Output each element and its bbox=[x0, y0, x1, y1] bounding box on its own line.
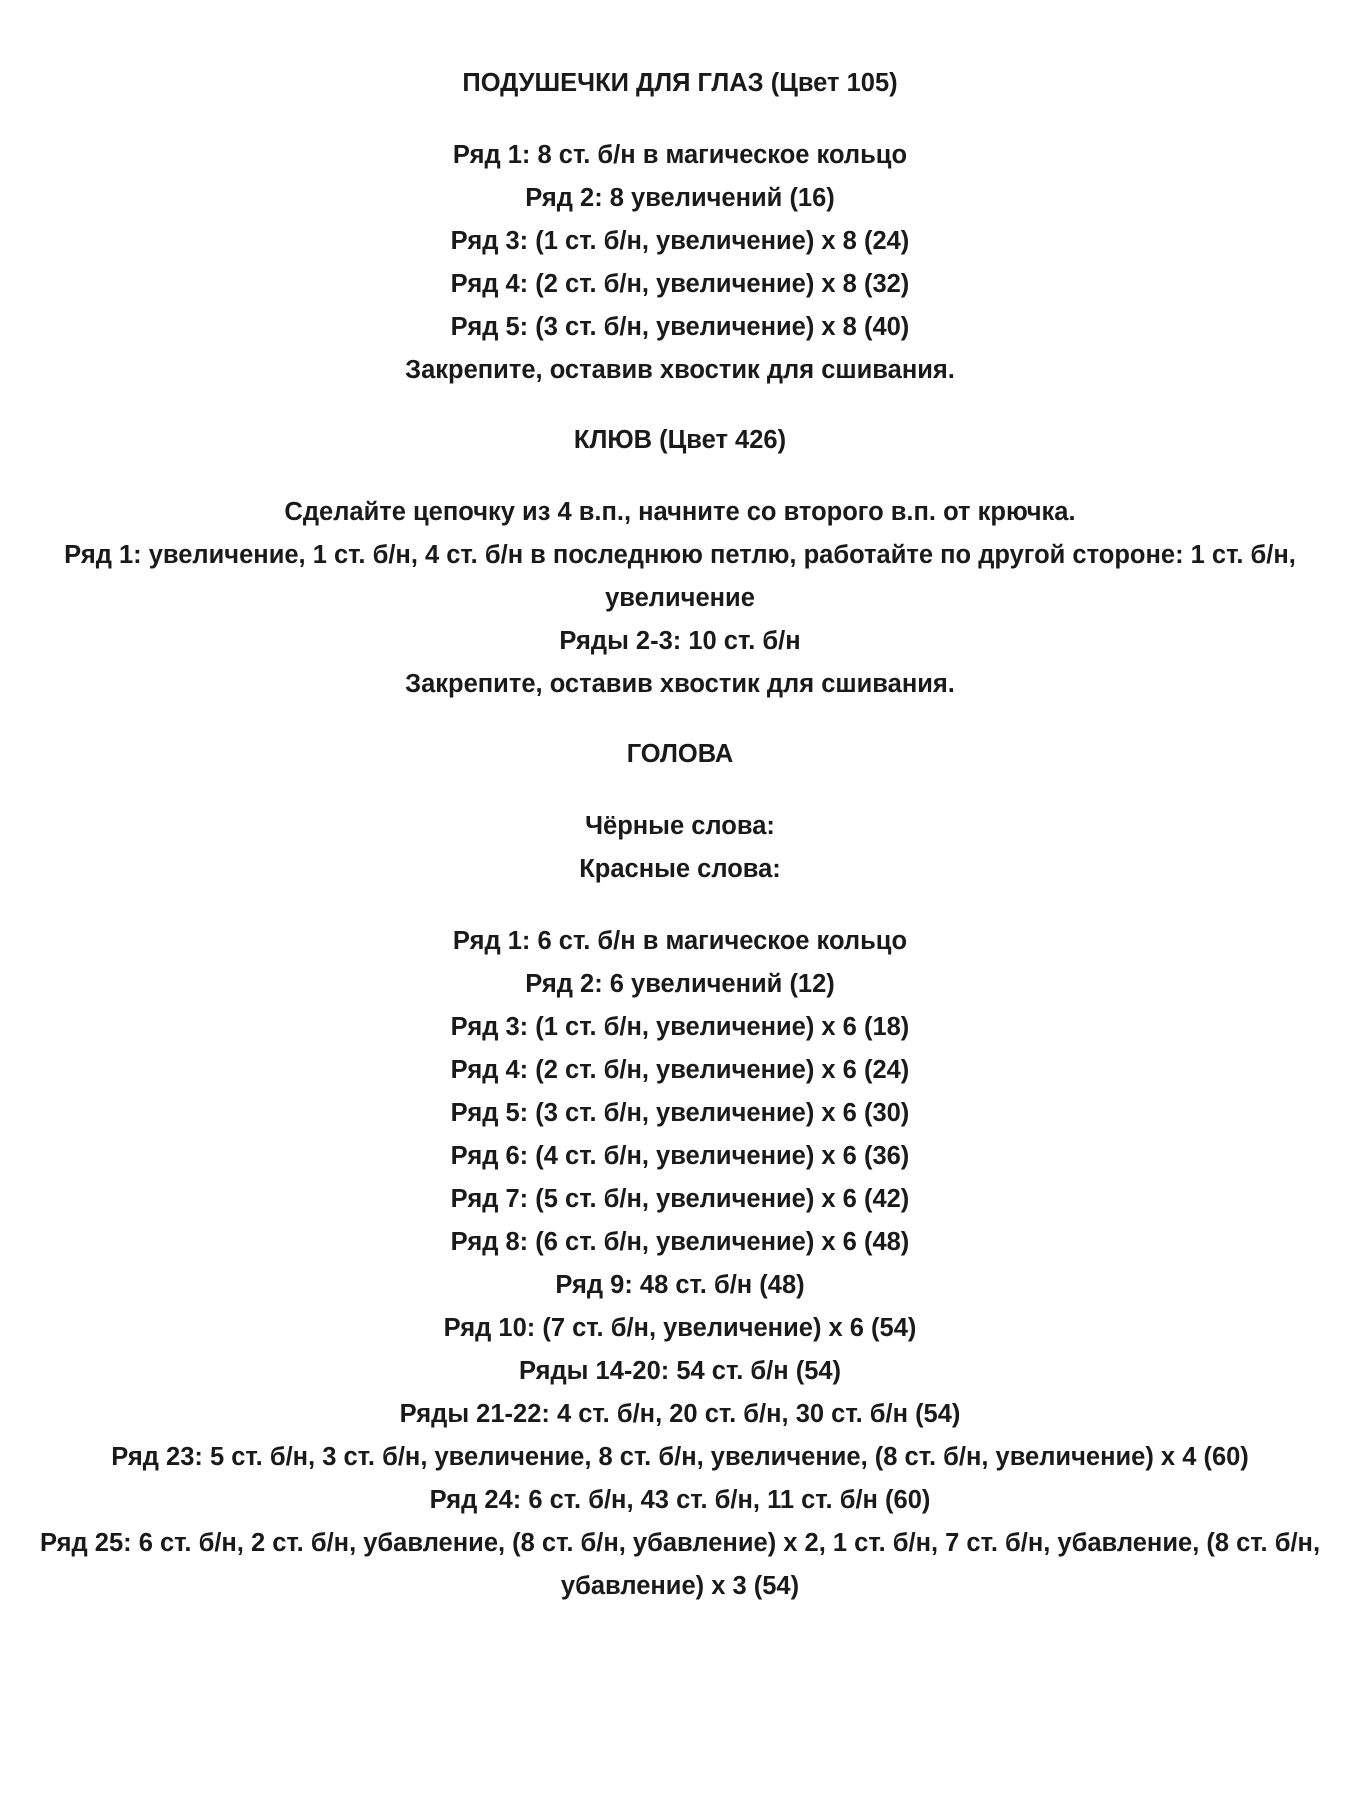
head-row: Ряд 24: 6 ст. б/н, 43 ст. б/н, 11 ст. б/н (60) bbox=[429, 1486, 931, 1514]
head-row: Ряд 7: (5 ст. б/н, увеличение) х 6 (42) bbox=[450, 1185, 910, 1213]
eye-pads-row: Ряд 4: (2 ст. б/н, увеличение) х 8 (32) bbox=[450, 270, 910, 298]
head-row: Ряд 25: 6 ст. б/н, 2 ст. б/н, убавление, (8 ст. б/н, убавление) х 2, 1 ст. б/н, 7 ст. б/н, убавление, (8 ст. б/н, убавление) х 3 (54) bbox=[39, 1529, 1321, 1600]
beak-finish: Закрепите, оставив хвостик для сшивания. bbox=[405, 670, 955, 698]
eye-pads-row: Ряд 1: 8 ст. б/н в магическое кольцо bbox=[452, 141, 908, 169]
spacer bbox=[30, 706, 1330, 733]
head-row: Ряды 14-20: 54 ст. б/н (54) bbox=[518, 1357, 842, 1385]
head-row: Ряд 4: (2 ст. б/н, увеличение) х 6 (24) bbox=[450, 1056, 910, 1084]
eye-pads-row: Ряд 5: (3 ст. б/н, увеличение) х 8 (40) bbox=[450, 313, 910, 341]
head-row: Ряд 5: (3 ст. б/н, увеличение) х 6 (30) bbox=[450, 1099, 910, 1127]
spacer bbox=[30, 891, 1330, 920]
head-row: Ряд 8: (6 ст. б/н, увеличение) х 6 (48) bbox=[450, 1228, 910, 1256]
legend-black-words: Чёрные слова: bbox=[585, 812, 775, 840]
legend-red-words: Красные слова: bbox=[579, 855, 781, 883]
eye-pads-row: Ряд 2: 8 увеличений (16) bbox=[525, 184, 835, 212]
head-row: Ряд 23: 5 ст. б/н, 3 ст. б/н, увеличение, 8 ст. б/н, увеличение, (8 ст. б/н, увеличение) х 4 (60) bbox=[111, 1443, 1249, 1471]
spacer bbox=[30, 392, 1330, 419]
spacer bbox=[30, 776, 1330, 805]
head-row: Ряд 1: 6 ст. б/н в магическое кольцо bbox=[452, 927, 908, 955]
head-row: Ряд 3: (1 ст. б/н, увеличение) х 6 (18) bbox=[450, 1013, 910, 1041]
beak-row: Ряды 2-3: 10 ст. б/н bbox=[559, 627, 801, 655]
head-row: Ряд 2: 6 увеличений (12) bbox=[525, 970, 835, 998]
beak-row: Сделайте цепочку из 4 в.п., начните со второго в.п. от крючка. bbox=[284, 498, 1076, 526]
eye-pads-title: ПОДУШЕЧКИ ДЛЯ ГЛАЗ (Цвет 105) bbox=[462, 69, 898, 97]
head-row: Ряд 9: 48 ст. б/н (48) bbox=[555, 1271, 805, 1299]
eye-pads-row: Ряд 3: (1 ст. б/н, увеличение) х 8 (24) bbox=[450, 227, 910, 255]
spacer bbox=[30, 105, 1330, 134]
head-section bbox=[30, 733, 1330, 1608]
eye-pads-section bbox=[30, 62, 1330, 392]
head-title: ГОЛОВА bbox=[626, 740, 734, 768]
head-row: Ряды 21-22: 4 ст. б/н, 20 ст. б/н, 30 ст. б/н (54) bbox=[399, 1400, 961, 1428]
head-row: Ряд 6: (4 ст. б/н, увеличение) х 6 (36) bbox=[450, 1142, 910, 1170]
eye-pads-finish: Закрепите, оставив хвостик для сшивания. bbox=[405, 356, 955, 384]
beak-section bbox=[30, 419, 1330, 706]
beak-row: Ряд 1: увеличение, 1 ст. б/н, 4 ст. б/н в последнюю петлю, работайте по другой стороне: 1 ст. б/н, увеличение bbox=[64, 541, 1296, 612]
beak-title: КЛЮВ (Цвет 426) bbox=[573, 426, 787, 454]
spacer bbox=[30, 462, 1330, 491]
head-row: Ряд 10: (7 ст. б/н, увеличение) х 6 (54) bbox=[443, 1314, 917, 1342]
